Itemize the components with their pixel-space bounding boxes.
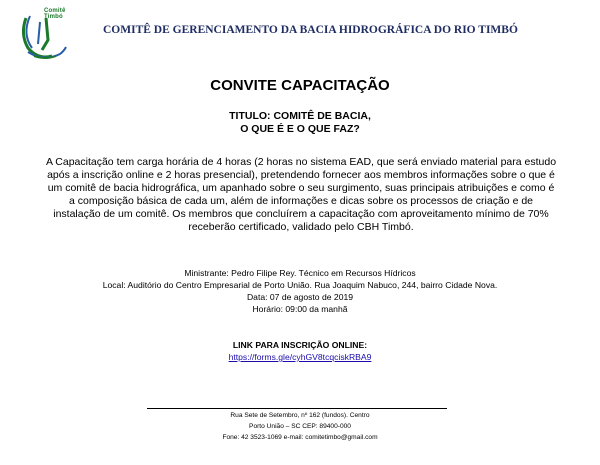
organization-name: COMITÊ DE GERENCIAMENTO DA BACIA HIDROGRÁFICA DO RIO TIMBÓ	[103, 24, 518, 36]
comite-timbo-logo	[16, 4, 74, 64]
footer-contact: Fone: 42 3523-1069 e-mail: comitetimbo@gmail.com	[222, 434, 378, 441]
location-line: Local: Auditório do Centro Empresarial de Porto União. Rua Joaquim Nabuco, 244, bairro Cidade Nova.	[102, 280, 498, 290]
subtitle-line-1: TITULO: COMITÊ DE BACIA,	[229, 110, 371, 122]
footer-divider	[147, 408, 447, 409]
event-details	[0, 267, 600, 315]
document-title: CONVITE CAPACITAÇÃO	[210, 77, 390, 94]
body-paragraph: A Capacitação tem carga horária de 4 horas (2 horas no sistema EAD, que será enviado material para estudo após a inscrição online e 2 horas presencial), pretendendo fornecer aos membros informações sobre o que é um comitê de bacia hidrográfica, um apanhado sobre o seu surgimento, suas principais atribuições e como é a composição básica de cada um, além de informações e dicas sobre os processos de criação e de instalação de um comitê. Os membros que concluírem a capacitação com aproveitamento mínimo de 70% receberão certificado, validado pelo CBH Timbó.	[45, 156, 557, 233]
time-line: Horário: 09:00 da manhã	[252, 304, 348, 314]
footer-city: Porto União – SC CEP: 89400-000	[249, 423, 351, 430]
footer	[0, 410, 600, 443]
footer-address: Rua Sete de Setembro, nº 162 (fundos). Centro	[230, 412, 370, 419]
document-subtitle	[0, 110, 600, 136]
registration-link[interactable]: https://forms.gle/cyhGV8tcqciskRBA9	[228, 352, 372, 362]
registration-label: LINK PARA INSCRIÇÃO ONLINE:	[232, 340, 368, 350]
minister-line: Ministrante: Pedro Filipe Rey. Técnico em Recursos Hídricos	[184, 268, 416, 278]
logo-text: Comitê Timbó	[44, 8, 66, 20]
date-line: Data: 07 de agosto de 2019	[246, 292, 354, 302]
subtitle-line-2: O QUE É E O QUE FAZ?	[240, 123, 360, 135]
